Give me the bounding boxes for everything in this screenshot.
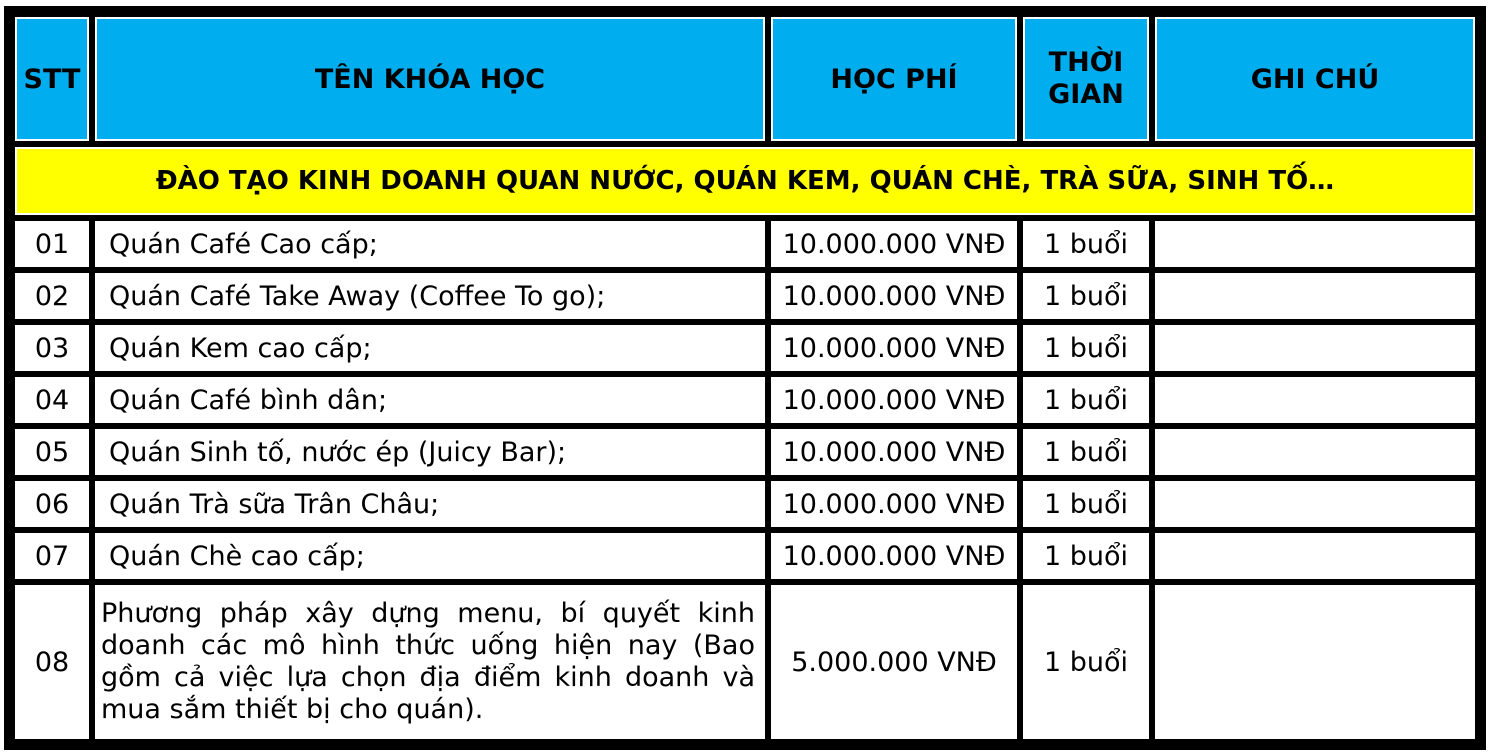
row-stt: 05 [12, 426, 92, 478]
table-row [12, 530, 1478, 582]
table-row [12, 322, 1478, 374]
row-note [1152, 582, 1478, 742]
row-note [1152, 426, 1478, 478]
table-row [12, 478, 1478, 530]
table-frame [4, 6, 1486, 750]
row-duration: 1 buổi [1020, 270, 1152, 322]
row-note [1152, 374, 1478, 426]
row-stt: 04 [12, 374, 92, 426]
table-row [12, 218, 1478, 270]
row-fee: 10.000.000 VNĐ [768, 478, 1020, 530]
row-fee: 10.000.000 VNĐ [768, 270, 1020, 322]
row-stt: 06 [12, 478, 92, 530]
row-course-name: Quán Café bình dân; [92, 374, 768, 426]
table-row [12, 270, 1478, 322]
row-duration: 1 buổi [1020, 374, 1152, 426]
table-row [12, 374, 1478, 426]
row-duration: 1 buổi [1020, 478, 1152, 530]
row-note [1152, 322, 1478, 374]
row-course-name: Quán Café Cao cấp; [92, 218, 768, 270]
table-row [12, 426, 1478, 478]
header-note: GHI CHÚ [1152, 14, 1478, 144]
row-stt: 01 [12, 218, 92, 270]
row-course-name: Quán Kem cao cấp; [92, 322, 768, 374]
row-fee: 10.000.000 VNĐ [768, 322, 1020, 374]
row-course-name: Quán Café Take Away (Coffee To go); [92, 270, 768, 322]
row-duration: 1 buổi [1020, 322, 1152, 374]
course-fee-table [12, 14, 1478, 742]
row-duration: 1 buổi [1020, 218, 1152, 270]
row-stt: 08 [12, 582, 92, 742]
header-duration-line1: THỜI [1048, 47, 1124, 78]
row-note [1152, 270, 1478, 322]
header-stt: STT [12, 14, 92, 144]
row-course-name: Quán Sinh tố, nước ép (Juicy Bar); [92, 426, 768, 478]
header-fee: HỌC PHÍ [768, 14, 1020, 144]
row-duration: 1 buổi [1020, 530, 1152, 582]
header-duration-line2: GIAN [1048, 79, 1124, 110]
header-duration [1020, 14, 1152, 144]
row-fee: 5.000.000 VNĐ [768, 582, 1020, 742]
row-fee: 10.000.000 VNĐ [768, 374, 1020, 426]
section-title: ĐÀO TẠO KINH DOANH QUAN NƯỚC, QUÁN KEM, QUÁN CHÈ, TRÀ SỮA, SINH TỐ… [12, 144, 1478, 218]
row-course-name: Quán Chè cao cấp; [92, 530, 768, 582]
header-row [12, 14, 1478, 144]
section-row [12, 144, 1478, 218]
table-row [12, 582, 1478, 742]
row-note [1152, 530, 1478, 582]
row-course-name: Quán Trà sữa Trân Châu; [92, 478, 768, 530]
row-stt: 02 [12, 270, 92, 322]
header-course-name: TÊN KHÓA HỌC [92, 14, 768, 144]
row-fee: 10.000.000 VNĐ [768, 426, 1020, 478]
row-fee: 10.000.000 VNĐ [768, 530, 1020, 582]
row-duration: 1 buổi [1020, 426, 1152, 478]
row-duration: 1 buổi [1020, 582, 1152, 742]
row-fee: 10.000.000 VNĐ [768, 218, 1020, 270]
row-course-name: Phương pháp xây dựng menu, bí quyết kinh doanh các mô hình thức uống hiện nay (Bao gồm cả việc lựa chọn địa điểm kinh doanh và mua sắm thiết bị cho quán). [92, 582, 768, 742]
row-stt: 03 [12, 322, 92, 374]
row-note [1152, 218, 1478, 270]
row-note [1152, 478, 1478, 530]
row-stt: 07 [12, 530, 92, 582]
